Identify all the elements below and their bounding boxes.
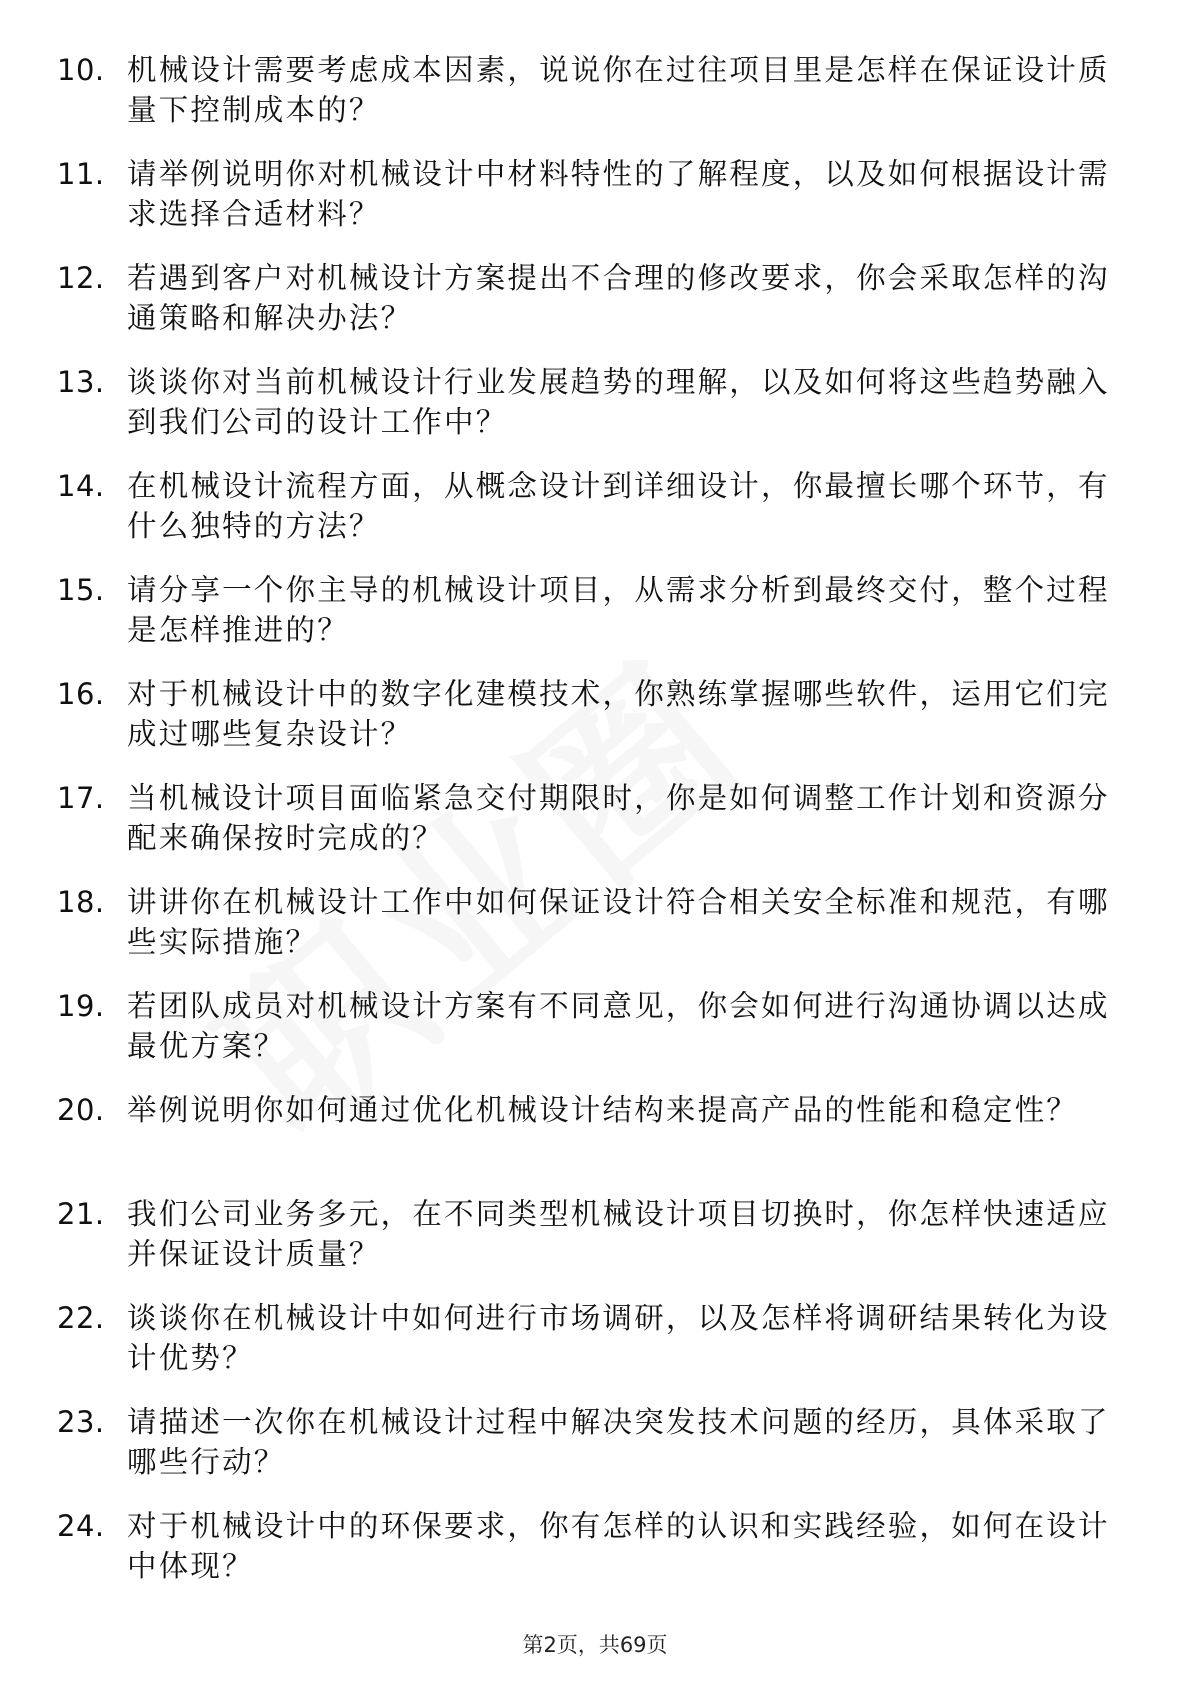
question-number: 11. bbox=[57, 157, 105, 191]
question-text: 若团队成员对机械设计方案有不同意见，你会如何进行沟通协调以达成最优方案？ bbox=[127, 989, 1110, 1063]
question-text: 谈谈你在机械设计中如何进行市场调研，以及怎样将调研结果转化为设计优势？ bbox=[127, 1301, 1110, 1375]
question-text: 谈谈你对当前机械设计行业发展趋势的理解，以及如何将这些趋势融入到我们公司的设计工作中？ bbox=[127, 365, 1110, 439]
question-number: 14. bbox=[57, 469, 105, 503]
question-text: 对于机械设计中的环保要求，你有怎样的认识和实践经验，如何在设计中体现？ bbox=[127, 1509, 1110, 1583]
question-number: 17. bbox=[57, 781, 105, 815]
question-number: 20. bbox=[57, 1093, 105, 1127]
list-item bbox=[57, 258, 1137, 362]
list-item bbox=[57, 50, 1137, 154]
question-text: 机械设计需要考虑成本因素，说说你在过往项目里是怎样在保证设计质量下控制成本的？ bbox=[127, 53, 1110, 127]
question-number: 19. bbox=[57, 989, 105, 1023]
question-text: 请分享一个你主导的机械设计项目，从需求分析到最终交付，整个过程是怎样推进的？ bbox=[127, 573, 1110, 647]
list-item bbox=[57, 1298, 1137, 1402]
question-text: 若遇到客户对机械设计方案提出不合理的修改要求，你会采取怎样的沟通策略和解决办法？ bbox=[127, 261, 1110, 335]
question-number: 18. bbox=[57, 885, 105, 919]
list-item bbox=[57, 778, 1137, 882]
question-number: 23. bbox=[57, 1405, 105, 1439]
list-item bbox=[57, 1506, 1137, 1610]
question-text: 请举例说明你对机械设计中材料特性的了解程度，以及如何根据设计需求选择合适材料？ bbox=[127, 157, 1110, 231]
question-text: 当机械设计项目面临紧急交付期限时，你是如何调整工作计划和资源分配来确保按时完成的？ bbox=[127, 781, 1110, 855]
question-text: 举例说明你如何通过优化机械设计结构来提高产品的性能和稳定性？ bbox=[127, 1093, 1079, 1127]
list-item bbox=[57, 1194, 1137, 1298]
page-number: 第2页，共69页 bbox=[522, 1633, 668, 1657]
question-number: 24. bbox=[57, 1509, 105, 1543]
list-item bbox=[57, 154, 1137, 258]
question-text: 在机械设计流程方面，从概念设计到详细设计，你最擅长哪个环节，有什么独特的方法？ bbox=[127, 469, 1110, 543]
list-item bbox=[57, 882, 1137, 986]
question-text: 对于机械设计中的数字化建模技术，你熟练掌握哪些软件，运用它们完成过哪些复杂设计？ bbox=[127, 677, 1110, 751]
question-number: 16. bbox=[57, 677, 105, 711]
question-text: 讲讲你在机械设计工作中如何保证设计符合相关安全标准和规范，有哪些实际措施？ bbox=[127, 885, 1110, 959]
list-item bbox=[57, 570, 1137, 674]
question-number: 12. bbox=[57, 261, 105, 295]
list-item bbox=[57, 986, 1137, 1090]
list-item bbox=[57, 1090, 1137, 1194]
list-item bbox=[57, 1402, 1137, 1506]
question-list bbox=[57, 50, 1137, 1610]
question-text: 我们公司业务多元，在不同类型机械设计项目切换时，你怎样快速适应并保证设计质量？ bbox=[127, 1197, 1110, 1271]
list-item bbox=[57, 674, 1137, 778]
question-number: 10. bbox=[57, 53, 105, 87]
question-number: 13. bbox=[57, 365, 105, 399]
question-number: 21. bbox=[57, 1197, 105, 1231]
question-number: 15. bbox=[57, 573, 105, 607]
list-item bbox=[57, 466, 1137, 570]
question-text: 请描述一次你在机械设计过程中解决突发技术问题的经历，具体采取了哪些行动？ bbox=[127, 1405, 1110, 1479]
list-item bbox=[57, 362, 1137, 466]
question-number: 22. bbox=[57, 1301, 105, 1335]
